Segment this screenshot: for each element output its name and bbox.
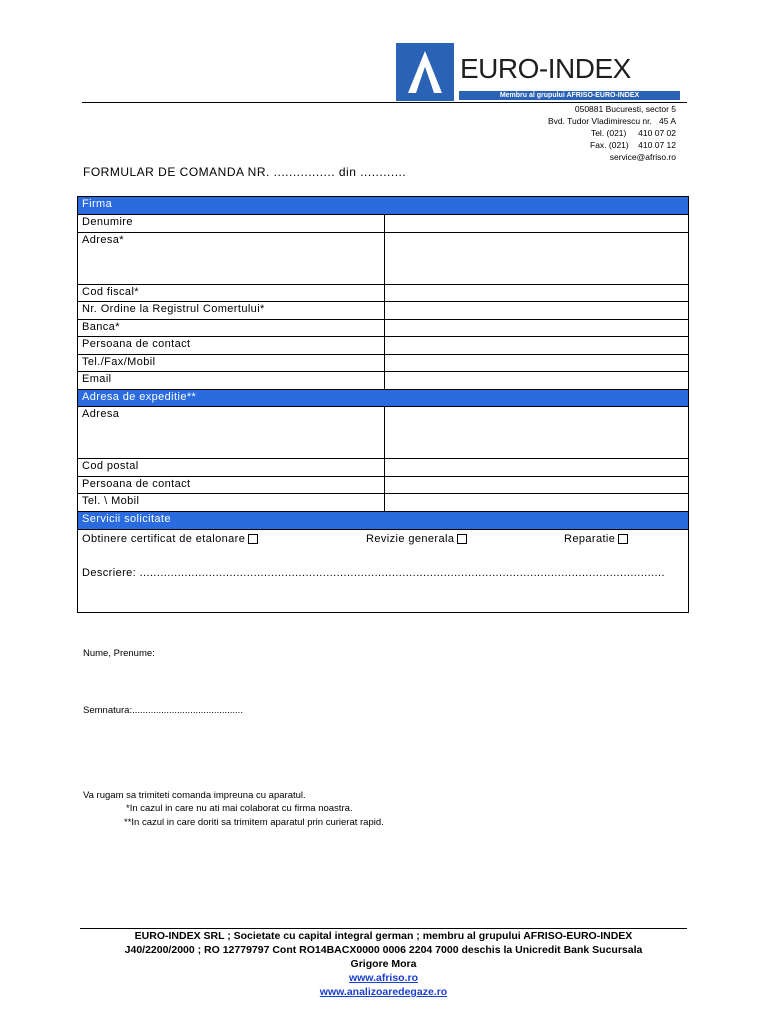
footer-link-afriso-wrap (80, 971, 687, 985)
logo-a-icon (396, 43, 454, 101)
field-label: Banca* (82, 321, 120, 333)
field-label: Tel./Fax/Mobil (82, 356, 156, 368)
field-label: Email (82, 373, 112, 385)
form-title: FORMULAR DE COMANDA NR. ................ din ............ (83, 165, 407, 179)
footer-line-2: J40/2200/2000 ; RO 12779797 Cont RO14BACX0000 0006 2204 7000 deschis la Unicredit Bank Sucursala (124, 944, 643, 956)
field-row-exp-tel (78, 494, 688, 512)
section-label: Servicii solicitate (82, 513, 171, 525)
logo-tagline: Membru al grupului AFRISO-EURO-INDEX (459, 91, 680, 100)
field-label: Cod fiscal* (82, 286, 139, 298)
section-header-expeditie (78, 390, 688, 407)
field-row-tel (78, 355, 688, 372)
footer-line-3: Grigore Mora (350, 958, 417, 970)
revizie-checkbox[interactable] (457, 534, 467, 544)
logo-text: EURO-INDEX (460, 53, 631, 84)
note-2: **In cazul in care doriti sa trimitem aparatul prin curierat rapid. (124, 817, 384, 828)
field-label: Adresa (82, 408, 120, 420)
section-header-servicii (78, 512, 688, 530)
field-row-cod-fiscal (78, 285, 688, 302)
field-label: Tel. \ Mobil (82, 495, 140, 507)
address-line: Bvd. Tudor Vladimirescu nr. 45 A (547, 116, 676, 126)
link-analizoare[interactable]: www.analizoaredegaze.ro (319, 986, 448, 998)
section-label: Firma (82, 198, 113, 210)
field-row-banca (78, 320, 688, 337)
field-label: Nr. Ordine la Registrul Comertului* (82, 303, 265, 315)
field-row-email (78, 372, 688, 390)
semnatura-field: Semnatura:.......................................... (83, 705, 243, 716)
field-row-exp-persoana (78, 477, 688, 494)
field-row-exp-adresa (78, 407, 688, 459)
field-label: Persoana de contact (82, 478, 191, 490)
order-form-table (77, 196, 689, 613)
service-certificat (82, 533, 258, 545)
note-1: *In cazul in care nu ati mai colaborat cu firma noastra. (126, 803, 353, 814)
address-phone: Tel. (021) 410 07 02 (590, 128, 676, 138)
field-label: Persoana de contact (82, 338, 191, 350)
logo-mark (396, 43, 454, 101)
certificat-checkbox[interactable] (248, 534, 258, 544)
link-afriso[interactable]: www.afriso.ro (348, 972, 419, 984)
field-row-cod-postal (78, 459, 688, 477)
field-row-denumire (78, 215, 688, 233)
note-main: Va rugam sa trimiteti comanda impreuna cu aparatul. (83, 790, 306, 801)
section-header-firma (78, 197, 688, 215)
service-label: Reparatie (564, 533, 616, 545)
nume-prenume-label: Nume, Prenume: (83, 648, 155, 659)
section-label: Adresa de expeditie** (82, 391, 197, 403)
footer-line-1: EURO-INDEX SRL ; Societate cu capital integral german ; membru al grupului AFRISO-EURO-INDEX (134, 930, 633, 942)
service-label: Obtinere certificat de etalonare (82, 533, 246, 545)
service-revizie (366, 533, 467, 545)
field-row-adresa (78, 233, 688, 285)
address-email[interactable]: service@afriso.ro (609, 152, 676, 162)
field-label: Denumire (82, 216, 133, 228)
service-label: Revizie generala (366, 533, 455, 545)
descriere-field[interactable]: Descriere: ........................................................................................................................................................ (82, 567, 665, 579)
field-label: Adresa* (82, 234, 124, 246)
reparatie-checkbox[interactable] (618, 534, 628, 544)
address-fax: Fax. (021) 410 07 12 (590, 140, 676, 150)
footer-link-analizoare-wrap (80, 985, 687, 999)
field-row-registrul (78, 302, 688, 320)
address-line: 050881 Bucuresti, sector 5 (574, 104, 676, 114)
service-reparatie (564, 533, 628, 545)
field-row-persoana (78, 337, 688, 355)
field-label: Cod postal (82, 460, 139, 472)
